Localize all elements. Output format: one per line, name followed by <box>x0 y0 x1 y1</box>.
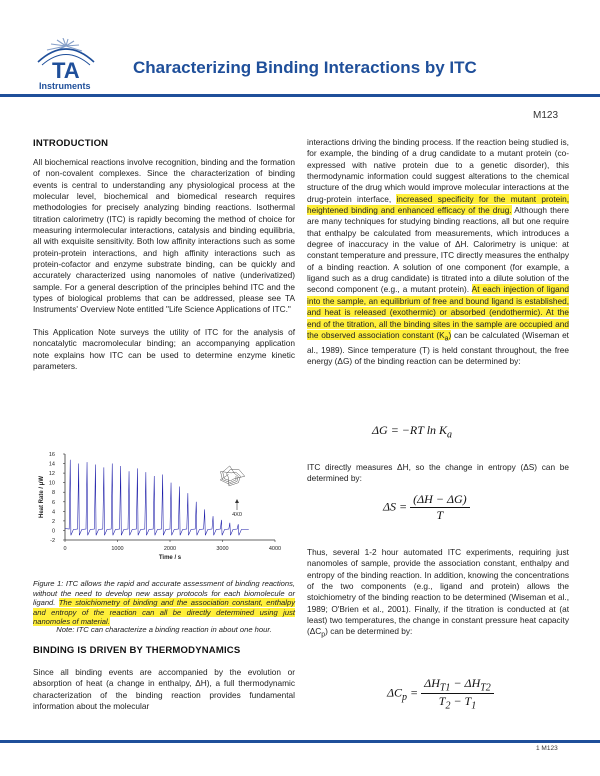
free-energy-equation <box>372 423 452 440</box>
heat-capacity-equation <box>387 676 494 712</box>
introduction-heading: INTRODUCTION <box>33 138 109 149</box>
header-rule <box>0 94 600 97</box>
y-axis-label: Heat Rate / μW <box>39 475 45 519</box>
eq2-fraction <box>410 492 470 523</box>
itc-heat-rate-chart <box>37 450 282 575</box>
right-paragraph-3 <box>307 547 569 641</box>
annotation-arrow-head <box>235 499 239 503</box>
entropy-equation <box>383 492 470 523</box>
caption-text: Figure 1: ITC allows the rapid and accurate assessment of binding reactions, without the need to develop new assay protocols for each biomolecule or ligand. <box>33 579 295 608</box>
entropy-intro <box>307 462 569 485</box>
page-title: Characterizing Binding Interactions by ITC <box>133 58 477 77</box>
y-tick-label: 6 <box>51 499 55 506</box>
logo-text: TA <box>52 58 80 83</box>
footer-rule <box>0 740 600 743</box>
cp-subscript: p <box>321 632 326 640</box>
eq3-denominator <box>421 694 494 711</box>
figure-1-caption <box>33 579 295 627</box>
x-tick-label: 3000 <box>216 546 229 552</box>
y-tick-label: 0 <box>51 528 55 535</box>
p1-text-c: can be calculated (Wiseman et al., 1989). Since temperature (T) is held constant throughout, the free energy (ΔG) of the binding reaction can be determined by: <box>307 329 569 367</box>
eq3-lhs-subscript: p <box>402 692 408 704</box>
ta-instruments-logo <box>30 38 102 92</box>
y-tick-label: 14 <box>48 461 55 468</box>
caption-note: Note: ITC can characterize a binding reaction in about one hour. <box>56 625 272 634</box>
x-tick-label: 1000 <box>111 546 124 552</box>
eq3-den-sub1: 2 <box>445 700 451 712</box>
eq3-num-sub1: T1 <box>439 682 451 694</box>
introduction-text <box>33 157 295 372</box>
p1-highlight-1: increased specificity for the mutant protein, heightened binding and enhanced efficacy of the drug. <box>307 193 570 216</box>
page-footer: 1 M123 <box>536 745 558 752</box>
eq3-numerator <box>421 676 494 694</box>
eq3-den-a: T <box>438 694 446 709</box>
logo-subtext: Instruments <box>39 81 91 91</box>
intro-paragraph-1: All biochemical reactions involve recognition, binding and the formation of non-covalent complexes. Since the characterization of binding events is central to understanding any physiological process at the molecular level, biochemical and biomedical research requires methodologies for precisely analyzing binding reactions. Isothermal titration calorimetry (ITC) is rapidly becoming the method of choice for measuring intermolecular interactions, catalysis and binding equilibria, all with exquisite sensitivity. Both low affinity interactions such as some protein-protein interactions, and high affinity interactions such as protein-cofactor and enzyme substrate binding, can be quickly and accurately characterized using nanomoles of native (underivatized) sample. For a general description of the principles behind ITC and the types of biological problems that can be addressed, please see TA Instruments' Overview Note entitled "Life Science Applications of ITC." <box>33 157 295 315</box>
eq3-num-sub2: T2 <box>480 682 491 694</box>
thermodynamics-heading: BINDING IS DRIVEN BY THERMODYNAMICS <box>33 645 241 656</box>
y-tick-label: -2 <box>50 538 55 544</box>
x-tick-label: 0 <box>63 546 67 552</box>
eq3-num-a: ΔH <box>424 676 440 690</box>
right-paragraph-1 <box>307 137 569 368</box>
p1-highlight-2-close: ) <box>448 329 452 340</box>
thermodynamics-text <box>33 667 295 712</box>
chart-annotation: 4X0 <box>232 512 242 518</box>
heat-rate-series <box>65 460 249 535</box>
caption-highlight: The stoichiometry of binding and the association constant, enthalpy and entropy of the reaction can all be directly determined using just nanomoles of material. <box>33 598 295 627</box>
p3-main: Thus, several 1-2 hour automated ITC experiments, requiring just nanomoles of sample, provide the association constant, enthalpy and entropy of the binding reaction. In addition, knowing the concentrations of the two components (e.g., ligand and protein) allows the stoichiometry of the binding reaction to be determined (Wiseman et al., 1989; O'Brien et al., 2001). Finally, if the titration is conducted at (at least) two temperatures, the change in constant pressure heat capacity (ΔC <box>307 547 569 637</box>
y-tick-label: 16 <box>48 452 55 458</box>
y-tick-label: 10 <box>48 480 55 487</box>
x-axis-label: Time / s <box>158 555 182 561</box>
thermodynamics-paragraph: Since all binding events are accompanied by the evolution or absorption of heat (a change in enthalpy, ΔH), a full thermodynamic characterization of the binding reaction provides fundamental information about the molecular <box>33 667 295 712</box>
right-column-text <box>307 137 569 368</box>
y-tick-label: 2 <box>51 518 55 525</box>
y-tick-label: 4 <box>51 509 55 516</box>
protein-structure-icon <box>220 466 245 486</box>
p1-text-a: interactions driving the binding process. If the reaction being studied is, for example, the binding of a drug candidate to a mutant protein (co-expressed with native protein due to a genetic disorder), this thermodynamic information could suggest alterations to the chemical structure of the drug which would improve molecular interactions at the drug-protein interface, <box>307 137 569 204</box>
p1-highlight-2-text: At each injection of ligand into the sample, an equilibrium of free and bound ligand is established, and heat is released (exothermic) or absorbed (endothermic). At the end of the titration, all the binding sites in the sample are occupied and the observed association constant (K <box>307 284 569 340</box>
p3-end: ) can be determined by: <box>325 626 413 637</box>
y-tick-label: 8 <box>51 490 55 497</box>
intro-paragraph-2: This Application Note surveys the utility of ITC for the analysis of noncatalytic macromolecular binding; an accompanying application note explains how ITC can be used to determine enzyme kinetic parameters. <box>33 326 295 371</box>
eq3-lhs: ΔC <box>387 685 403 700</box>
x-tick-label: 4000 <box>268 546 282 552</box>
x-tick-label: 2000 <box>163 546 177 552</box>
ka-subscript: a <box>444 335 449 343</box>
eq2-lhs: ΔS = <box>383 499 408 514</box>
eq1-subscript: a <box>447 429 453 441</box>
eq3-equals: = <box>410 685 419 700</box>
eq3-den-sub2: 1 <box>471 700 477 712</box>
document-code: M123 <box>533 110 559 121</box>
eq3-num-mid: − ΔH <box>450 676 481 690</box>
y-tick-label: 12 <box>48 471 55 478</box>
p1-text-b: Although there are many techniques for studying binding reactions, all but one require that enthalpy be calculated from measurements, which introduces a degree of inaccuracy in the value of ΔH. Calorimetry is unique: at constant temperature and pressure, ITC directly measures the enthalpy of a binding reaction. A solution of one component (for example, a ligand such as a drug candidate) is titrated into a dilute solution of the second component (e.g., a mutant protein). <box>307 205 569 295</box>
right-paragraph-2: ITC directly measures ΔH, so the change in entropy (ΔS) can be determined by: <box>307 462 569 484</box>
p3-text <box>307 547 569 641</box>
eq1-text: ΔG = −RT ln K <box>372 423 448 437</box>
eq3-fraction <box>421 676 494 712</box>
eq3-den-mid: − T <box>450 694 472 709</box>
eq2-denominator: T <box>436 508 444 522</box>
eq2-numerator: (ΔH − ΔG) <box>410 492 470 508</box>
